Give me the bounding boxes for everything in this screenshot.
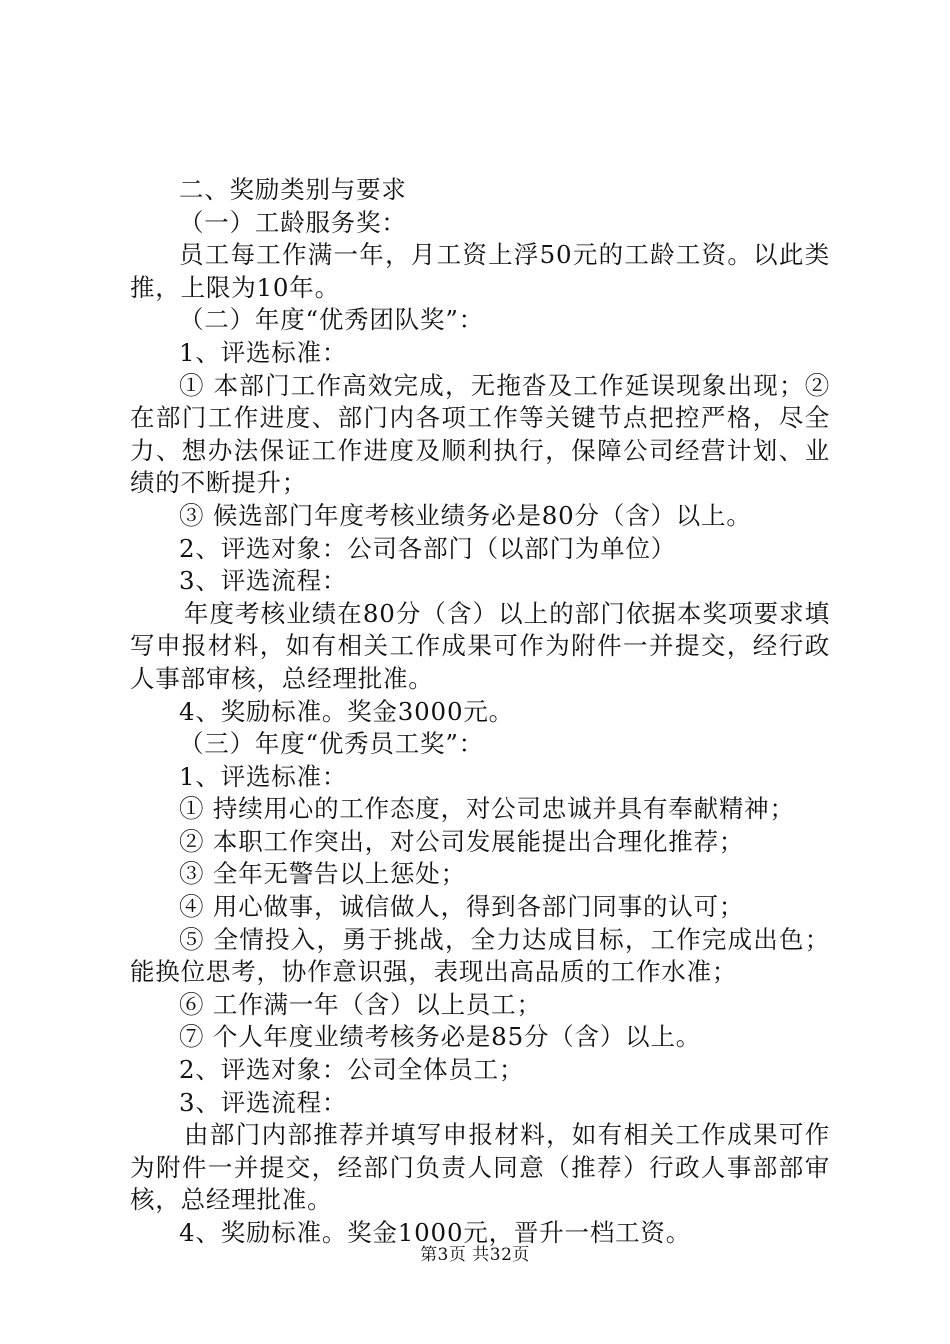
item-heading: 4、奖励标准。奖金3000元。: [179, 696, 514, 726]
list-item: ③ 全年无警告以上惩处；: [179, 859, 466, 889]
subsection-heading: （一）工龄服务奖：: [179, 207, 407, 237]
list-item: ② 本职工作突出，对公司发展能提出合理化推荐；: [179, 826, 745, 856]
item-heading: 3、评选流程：: [179, 1087, 348, 1117]
item-heading: 2、评选对象：公司全体员工；: [179, 1055, 525, 1085]
paragraph: 年度考核业绩在80分（含）以上的部门依据本奖项要求填写申报材料，如有相关工作成果可作为附件一并提交，经行政人事部审核，总经理批准。: [130, 598, 830, 693]
list-item: ④ 用心做事，诚信做人，得到各部门同事的认可；: [179, 892, 745, 922]
item-heading: 1、评选标准：: [179, 761, 348, 791]
list-item: ⑦ 个人年度业绩考核务必是85分（含）以上。: [179, 1022, 702, 1052]
page-number-footer: 第3页 共32页: [420, 1245, 530, 1265]
section-heading: 二、奖励类别与要求: [179, 175, 407, 204]
item-heading: 4、奖励标准。奖金1000元，晋升一档工资。: [179, 1218, 692, 1247]
item-heading: 3、评选流程：: [179, 566, 348, 596]
subsection-heading: （三）年度“优秀员工奖”：: [179, 729, 484, 759]
item-heading: 1、评选标准：: [179, 337, 348, 367]
list-item: ① 持续用心的工作态度，对公司忠诚并具有奉献精神；: [179, 794, 795, 824]
subsection-heading: （二）年度“优秀团队奖”：: [179, 305, 484, 335]
item-heading: 2、评选对象：公司各部门（以部门为单位）: [179, 533, 677, 563]
paragraph: 由部门内部推荐并填写申报材料，如有相关工作成果可作为附件一并提交，经部门负责人同意（推荐）行政人事部部审核，总经理批准。: [130, 1120, 830, 1215]
paragraph: ① 本部门工作高效完成，无拖沓及工作延误现象出现；② 在部门工作进度、部门内各项工作等关键节点把控严格，尽全力、想办法保证工作进度及顺利执行，保障公司经营计划、业绩的不断提升；: [130, 370, 830, 498]
list-item: ⑤ 全情投入，勇于挑战，全力达成目标，工作完成出色；能换位思考，协作意识强，表现出高品质的工作水准；: [130, 924, 830, 987]
list-item: ⑥ 工作满一年（含）以上员工；: [179, 989, 542, 1019]
paragraph: ③ 候选部门年度考核业绩务必是80分（含）以上。: [179, 500, 752, 530]
paragraph: 员工每工作满一年，月工资上浮50元的工龄工资。以此类推，上限为10年。: [130, 240, 830, 302]
document-body: [130, 174, 830, 1250]
